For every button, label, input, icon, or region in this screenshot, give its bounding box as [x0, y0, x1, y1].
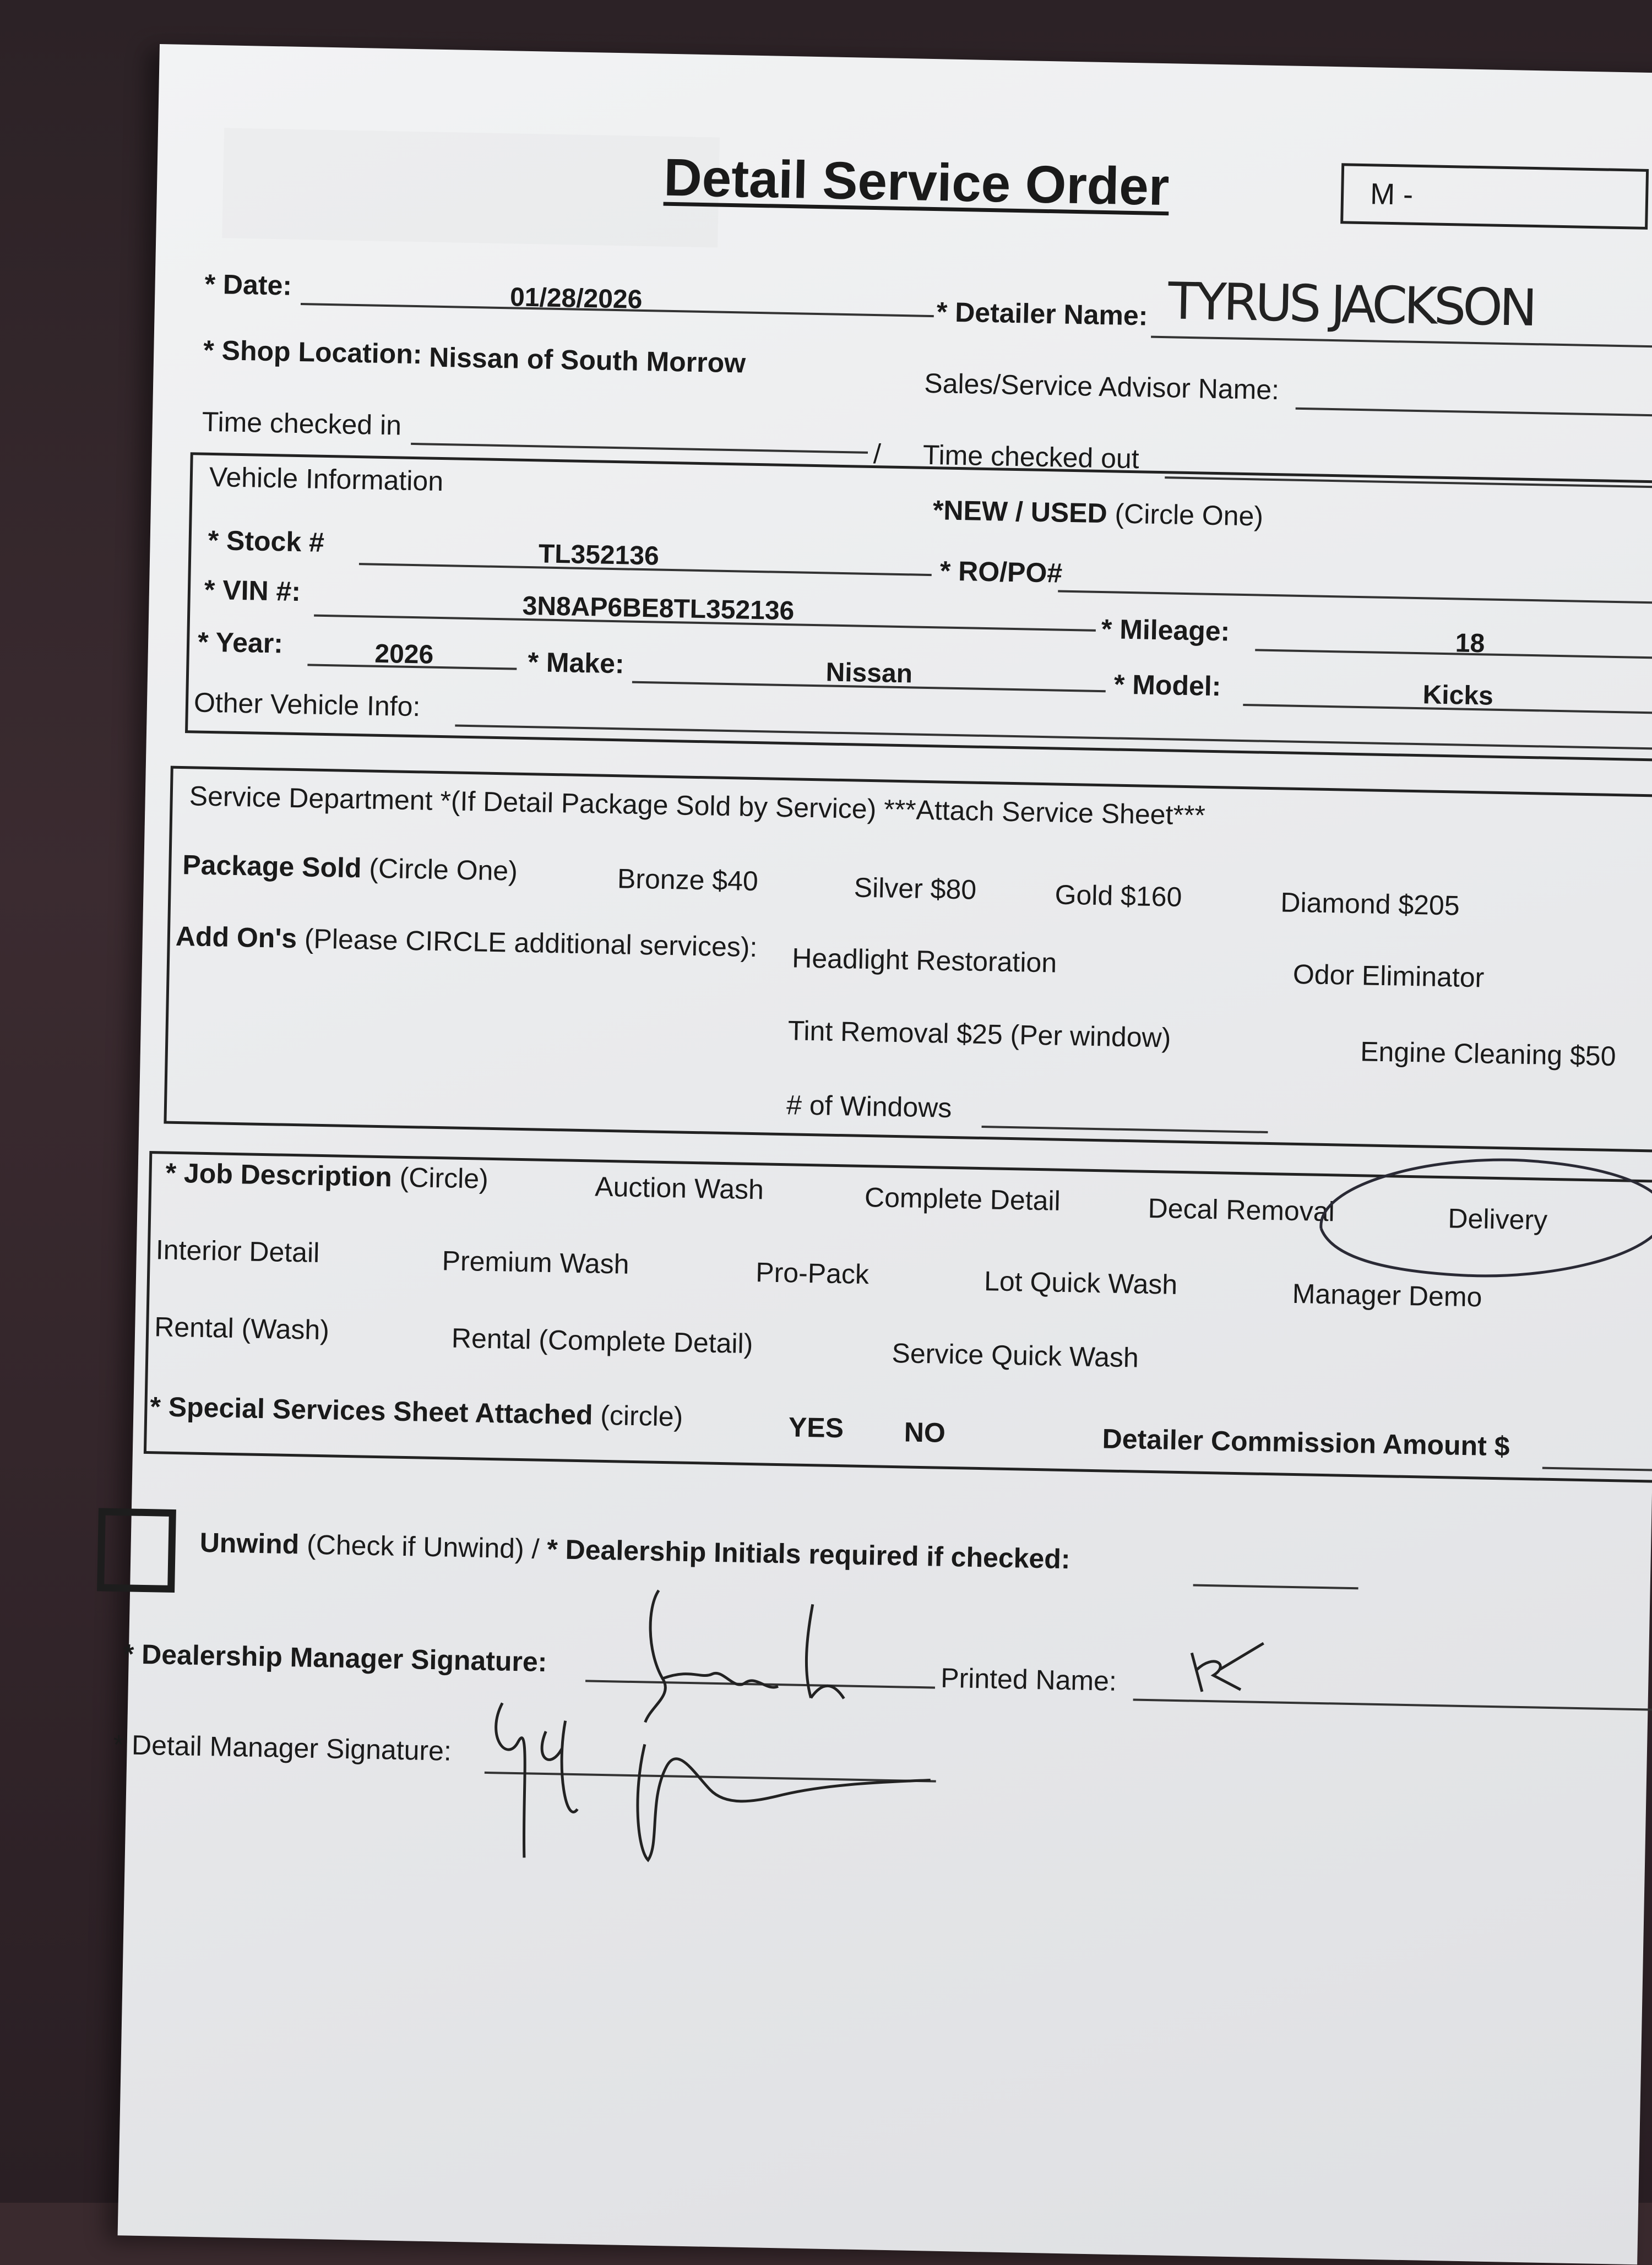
model-value: Kicks: [1422, 680, 1494, 711]
commission-label: Detailer Commission Amount $: [1102, 1423, 1510, 1462]
vin-value: 3N8AP6BE8TL352136: [522, 591, 795, 626]
vehicle-info-label: Vehicle Information: [209, 461, 444, 497]
job-interior-detail[interactable]: Interior Detail: [155, 1234, 320, 1268]
unwind-label: [199, 1527, 1070, 1575]
special-label-bold: * Special Services Sheet Attached: [149, 1391, 593, 1431]
new-used-selector[interactable]: [932, 494, 1263, 533]
addon-engine-cleaning[interactable]: Engine Cleaning $50: [1360, 1036, 1617, 1072]
new-used-label: *NEW / USED: [932, 495, 1108, 529]
detailer-name-handwritten: TYRUS JACKSON: [1167, 271, 1535, 338]
make-label: * Make:: [528, 647, 625, 680]
special-no-option[interactable]: NO: [904, 1416, 946, 1448]
printed-name-initials: [1180, 1636, 1269, 1698]
date-value: 01/28/2026: [509, 283, 643, 314]
new-used-note: (Circle One): [1115, 498, 1264, 532]
job-rental-complete-detail[interactable]: Rental (Complete Detail): [451, 1322, 753, 1360]
advisor-label: Sales/Service Advisor Name:: [923, 367, 1280, 406]
addons-label-note: (Please CIRCLE additional services):: [304, 923, 758, 963]
package-sold-label: [182, 849, 518, 887]
initials-line[interactable]: [1193, 1584, 1358, 1590]
ro-po-label: * RO/PO#: [939, 555, 1063, 589]
bleed-through-marks: [222, 128, 720, 247]
other-vehicle-info-label: Other Vehicle Info:: [193, 687, 421, 723]
addons-label-bold: Add On's: [175, 920, 297, 954]
job-premium-wash[interactable]: Premium Wash: [442, 1245, 630, 1280]
shop-location-value: Nissan of South Morrow: [428, 341, 746, 379]
job-auction-wash[interactable]: Auction Wash: [594, 1171, 764, 1205]
service-header: Service Department *(If Detail Package Sold by Service) ***Attach Service Sheet***: [189, 780, 1206, 831]
addon-odor-eliminator[interactable]: Odor Eliminator: [1292, 958, 1485, 993]
job-lot-quick-wash[interactable]: Lot Quick Wash: [983, 1265, 1178, 1300]
package-label-bold: Package Sold: [182, 849, 362, 884]
time-in-line[interactable]: [411, 443, 868, 454]
shop-location-label: * Shop Location:: [203, 334, 423, 370]
service-order-sheet: [113, 44, 1652, 2264]
time-in-label: Time checked in: [202, 406, 402, 441]
detail-manager-signature: [466, 1680, 965, 1877]
addon-headlight-restoration[interactable]: Headlight Restoration: [791, 942, 1057, 979]
time-separator: /: [873, 438, 882, 470]
detail-manager-signature-label: * Detail Manager Signature:: [113, 1729, 452, 1767]
unwind-label-note: (Check if Unwind) /: [306, 1529, 540, 1565]
model-label: * Model:: [1113, 669, 1221, 702]
dealership-signature-label: * Dealership Manager Signature:: [123, 1638, 547, 1678]
job-rental-wash[interactable]: Rental (Wash): [154, 1311, 330, 1346]
detailer-name-line[interactable]: [1151, 336, 1652, 348]
m-number-box[interactable]: [1340, 163, 1649, 230]
package-label-note: (Circle One): [368, 852, 518, 887]
package-gold[interactable]: Gold $160: [1055, 879, 1182, 912]
stock-value: TL352136: [538, 539, 660, 571]
mileage-label: * Mileage:: [1101, 613, 1230, 647]
job-pro-pack[interactable]: Pro-Pack: [755, 1257, 870, 1290]
job-complete-detail[interactable]: Complete Detail: [864, 1181, 1061, 1216]
special-yes-option[interactable]: YES: [788, 1411, 844, 1444]
form-title: Detail Service Order: [663, 148, 1170, 217]
m-number-label: M -: [1370, 177, 1414, 211]
package-diamond[interactable]: Diamond $205: [1280, 887, 1460, 921]
unwind-label-bold: Unwind: [199, 1527, 300, 1560]
addon-tint-removal[interactable]: Tint Removal $25 (Per window): [787, 1015, 1171, 1053]
year-value: 2026: [374, 639, 434, 670]
job-manager-demo[interactable]: Manager Demo: [1292, 1278, 1482, 1313]
year-label: * Year:: [197, 626, 284, 659]
job-label-note: (Circle): [399, 1161, 489, 1194]
date-label: * Date:: [204, 268, 292, 301]
detailer-name-label: * Detailer Name:: [936, 296, 1148, 332]
job-description-label: [165, 1157, 488, 1195]
make-value: Nissan: [825, 658, 913, 689]
printed-name-line[interactable]: [1133, 1698, 1652, 1710]
package-bronze[interactable]: Bronze $40: [617, 863, 759, 897]
package-silver[interactable]: Silver $80: [854, 872, 977, 905]
job-decal-removal[interactable]: Decal Removal: [1148, 1192, 1335, 1227]
job-service-quick-wash[interactable]: Service Quick Wash: [892, 1337, 1139, 1373]
advisor-line[interactable]: [1296, 408, 1652, 417]
time-out-label: Time checked out: [922, 439, 1140, 475]
unwind-checkbox[interactable]: [97, 1508, 176, 1593]
printed-name-label: Printed Name:: [940, 1662, 1117, 1697]
special-label-note: (circle): [600, 1399, 683, 1432]
initials-label: * Dealership Initials required if checked:: [546, 1534, 1071, 1575]
job-delivery[interactable]: Delivery: [1447, 1203, 1548, 1236]
job-label-bold: * Job Description: [165, 1157, 393, 1193]
windows-count-label: # of Windows: [786, 1089, 952, 1123]
vin-label: * VIN #:: [204, 574, 301, 607]
stock-label: * Stock #: [208, 524, 325, 558]
delivery-circle-mark: [1298, 1145, 1652, 1296]
mileage-value: 18: [1455, 628, 1485, 659]
